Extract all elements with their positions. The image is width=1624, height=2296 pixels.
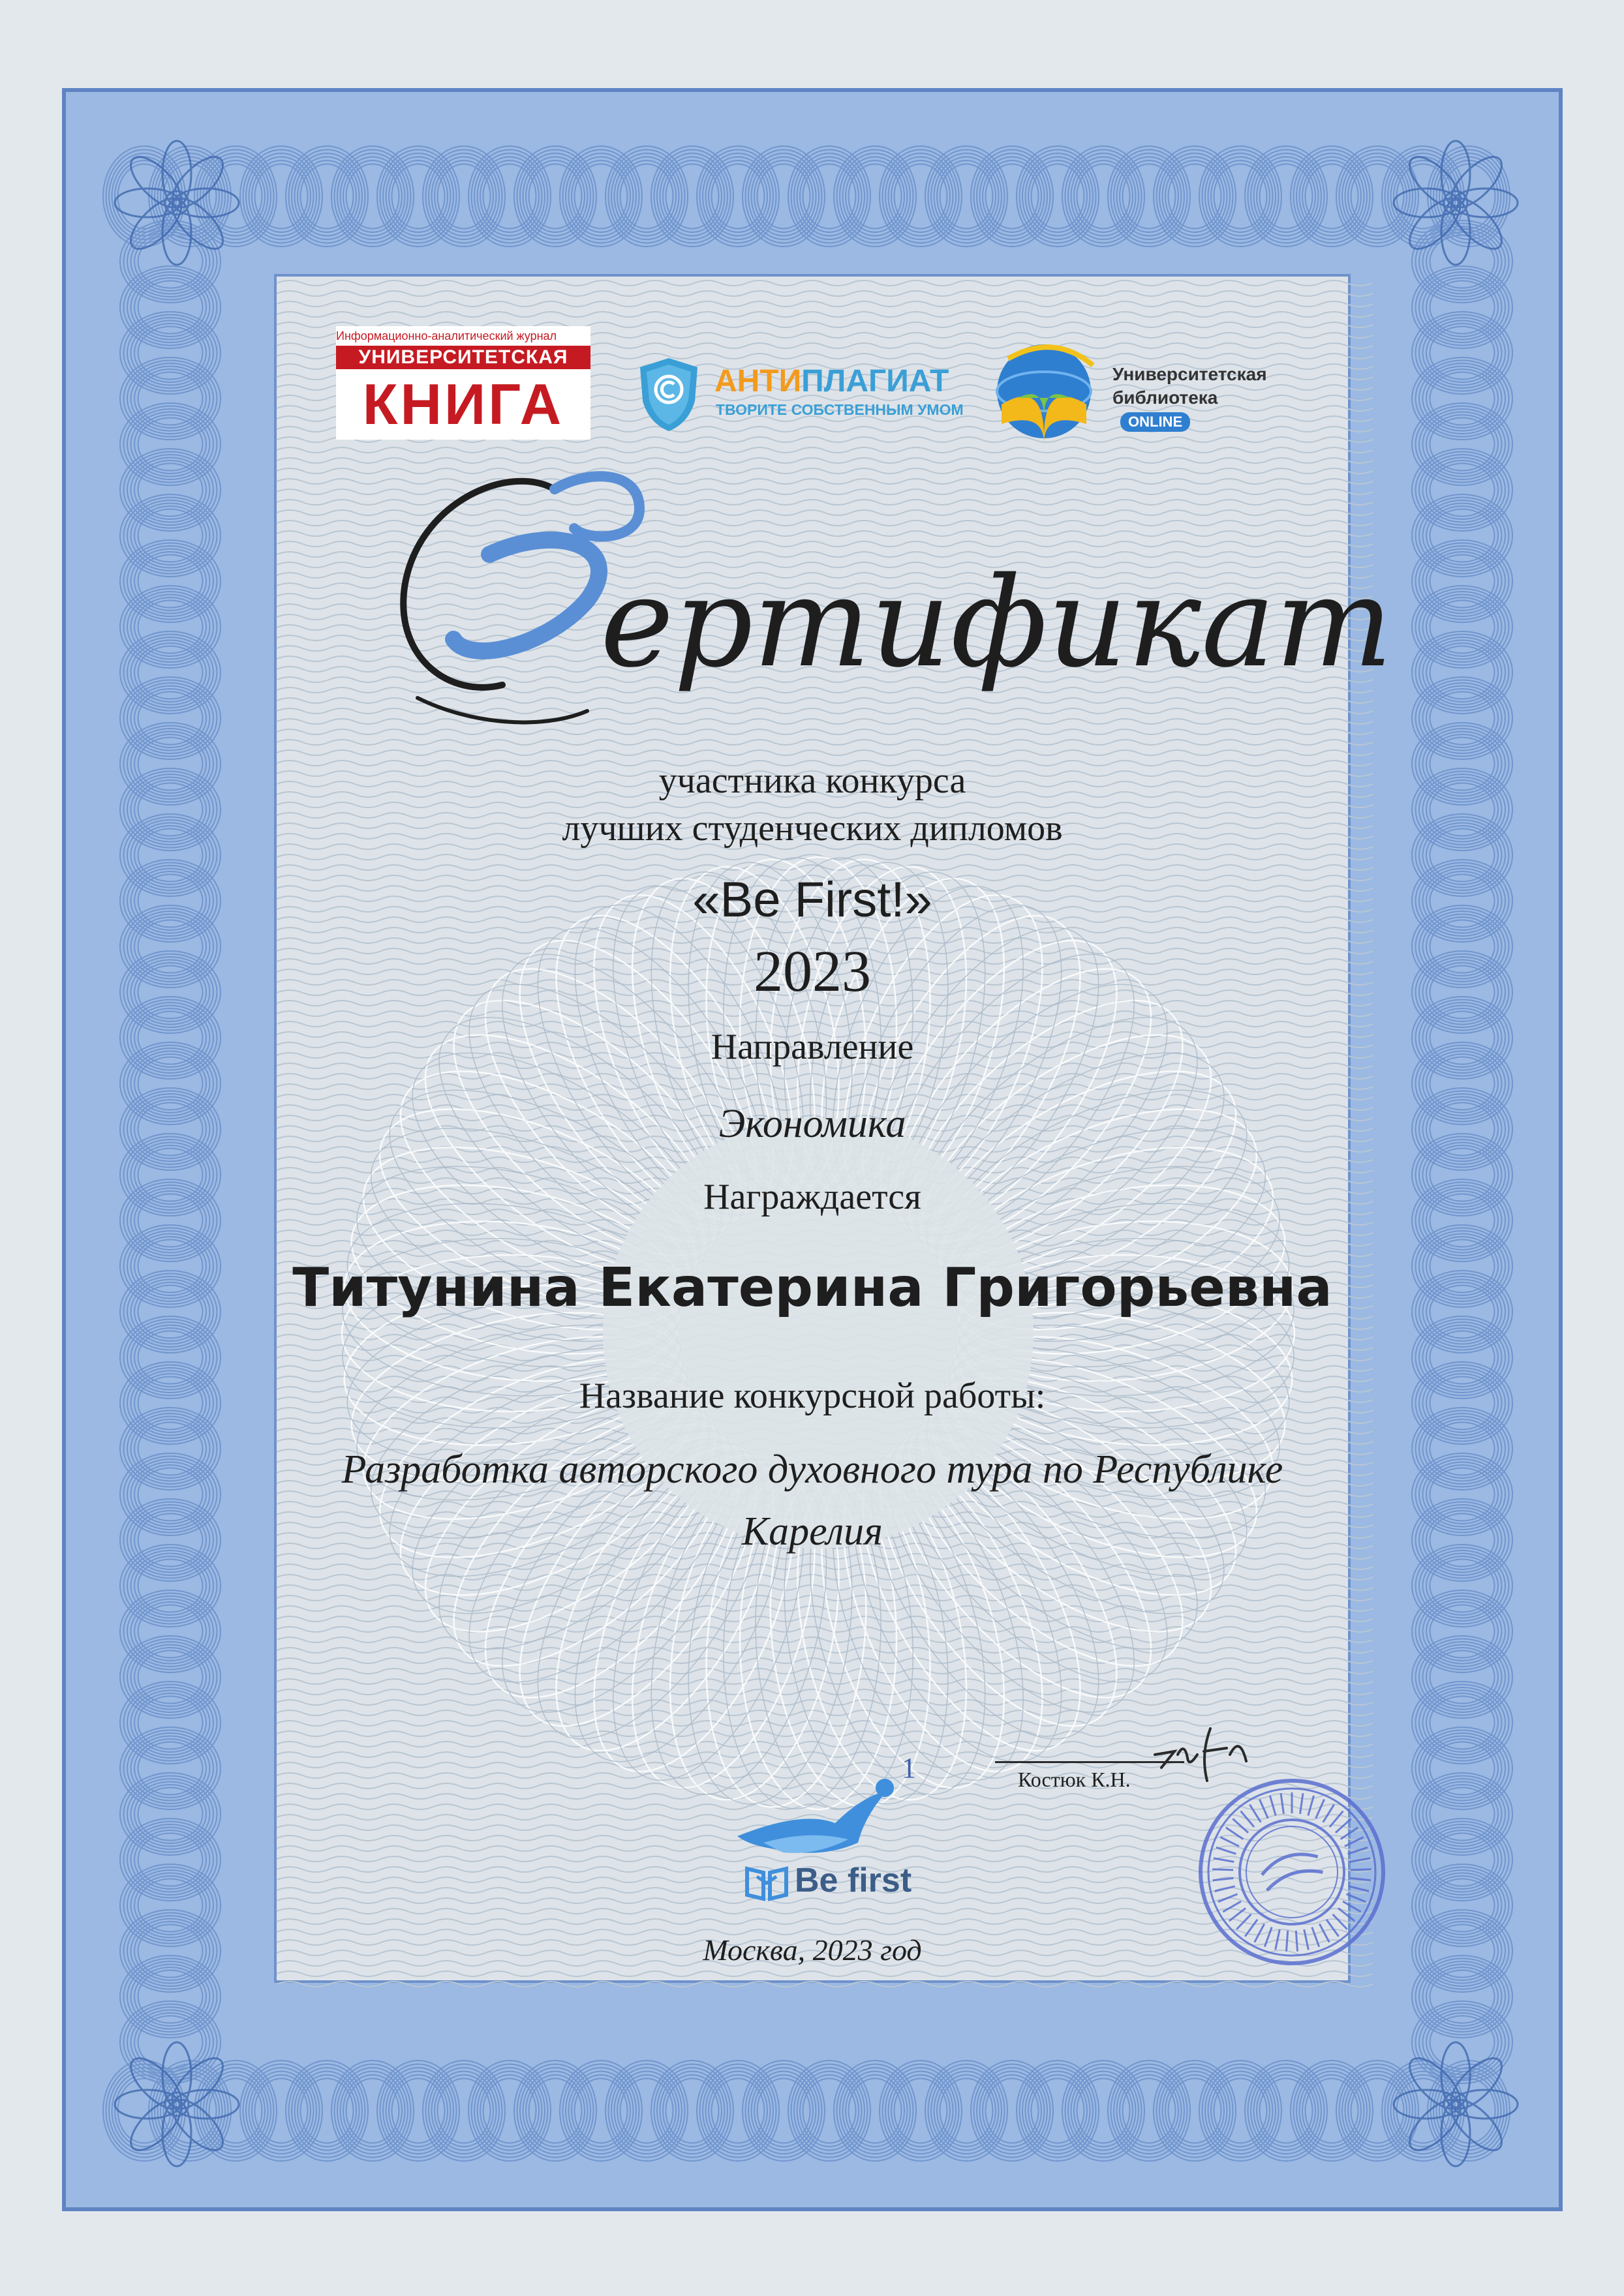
antiplagiat-title-part2: ПЛАГИАТ [801,364,949,399]
work-title-line2: Карелия [741,1509,883,1554]
certificate-title-word: ертификат [600,551,1393,695]
direction-value: Экономика [718,1102,906,1146]
library-logo-line1: Университетская [1112,364,1267,384]
be-first-wordmark: Be first [795,1862,912,1899]
be-first-logo [724,1751,940,1921]
work-title-line1: Разработка авторского духовного тура по Республике [341,1447,1283,1492]
awardee-name: Титунина Екатерина Григорьевна [292,1257,1332,1319]
contest-line: лучших студенческих дипломов [562,808,1063,849]
kniga-logo-word: КНИГА [336,369,590,440]
direction-label: Направление [711,1027,914,1067]
work-title-label: Название конкурсной работы: [579,1376,1046,1416]
library-online-badge: ONLINE [1120,412,1190,432]
antiplagiat-subtitle: ТВОРИТЕ СОБСТВЕННЫМ УМОМ [716,401,964,418]
flying-figure-icon [724,1751,940,1862]
open-book-globe-icon [982,339,1106,450]
contest-year: 2023 [754,939,871,1004]
universitetskaya-kniga-logo [336,326,590,444]
city-and-year: Москва, 2023 год [703,1933,922,1967]
kniga-logo-top-line: Информационно-аналитический журнал [336,326,590,346]
library-logo-line2: библиотека [1112,387,1218,408]
be-first-book-icon [744,1864,789,1903]
kniga-logo-middle: УНИВЕРСИТЕТСКАЯ [336,346,590,369]
antiplagiat-title [714,363,949,399]
antiplagiat-title-part1: АНТИ [714,364,802,399]
certificate-title-script [391,450,1393,757]
participant-line: участника конкурса [658,761,966,801]
shield-copyright-icon [636,355,701,434]
university-library-online-logo [982,339,1282,450]
be-first-superscript: 1 [902,1752,916,1784]
contest-name: «Be First!» [692,872,932,928]
antiplagiat-logo [636,349,975,440]
signatory-name: Костюк К.Н. [1018,1768,1131,1791]
award-label: Награждается [703,1177,921,1217]
